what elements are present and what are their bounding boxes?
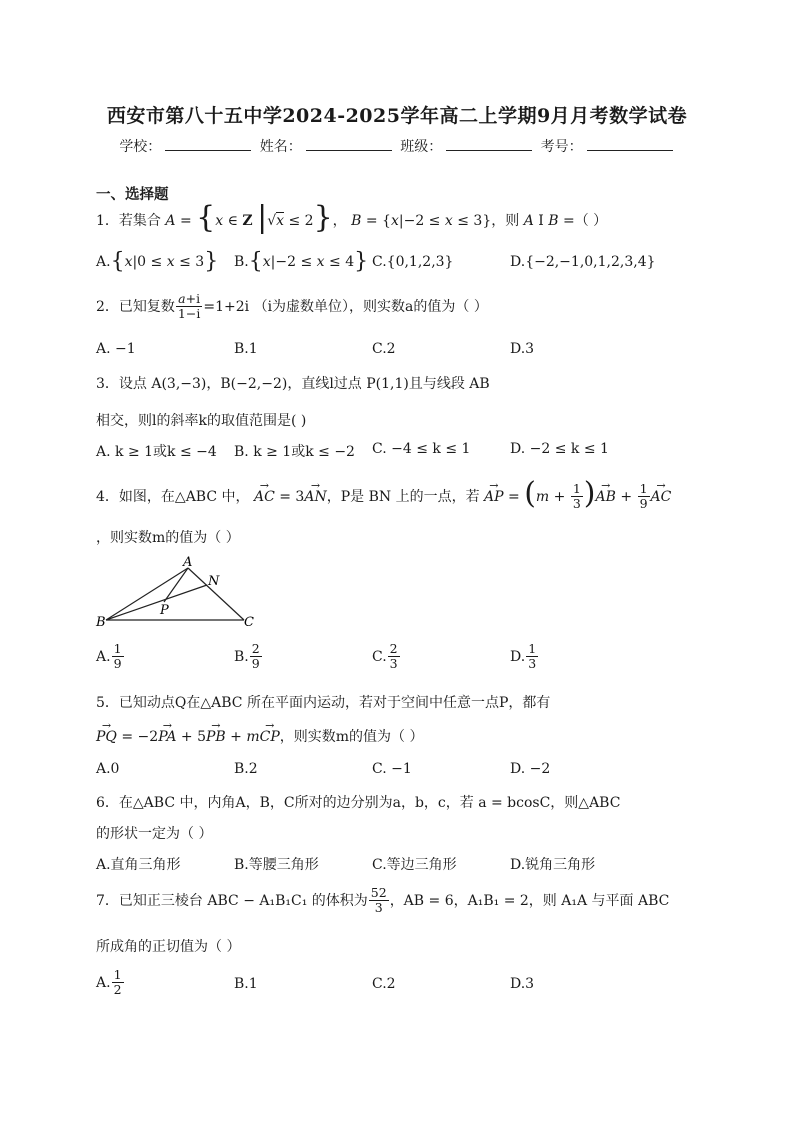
q5-option-b[interactable]: B.2 (234, 761, 258, 777)
question-4: 4．如图，在△ABC 中， → AC = 3→ AN，P是 BN 上的一点，若 → AP = (m + $\frac{1}{3}$ )→ AB + $\frac{1}{9}$ → AC (96, 482, 671, 512)
q5-option-d[interactable]: D. −2 (510, 761, 551, 777)
question-5-line-2: → PQ = −2→ PA + 5→ PB + m→ CP，则实数m的值为（ ） (96, 726, 424, 746)
q6-option-c[interactable]: C.等边三角形 (372, 857, 457, 873)
question-1: 1．若集合 A = {x ∈ Z |√x ≤ 2}， B = {x|−2 ≤ x ≤ 3}，则 A I B =（ ） (96, 200, 608, 235)
q6-option-b[interactable]: B.等腰三角形 (234, 857, 319, 873)
question-3-line-1: 3．设点 A(3,−3)，B(−2,−2)，直线l过点 P(1,1)且与线段 AB (96, 376, 490, 392)
q7-option-b[interactable]: B.1 (234, 976, 258, 992)
label-A: A (183, 555, 193, 570)
q2-option-a[interactable]: A. −1 (96, 341, 136, 357)
q2-option-b[interactable]: B.1 (234, 341, 258, 357)
q4-option-d[interactable]: D. $\frac{1}{3}$ (510, 641, 537, 672)
page-title: 西安市第八十五中学2024-2025学年高二上学期9月月考数学试卷 (106, 105, 688, 127)
number-blank[interactable] (587, 136, 673, 151)
number-label: 考号： (540, 139, 583, 155)
label-B: B (96, 615, 106, 630)
class-blank[interactable] (446, 136, 532, 151)
q3-option-d[interactable]: D. −2 ≤ k ≤ 1 (510, 441, 609, 457)
q2-option-d[interactable]: D.3 (510, 341, 535, 357)
q3-option-b[interactable]: B. k ≥ 1或k ≤ −2 (234, 444, 355, 460)
q7-option-c[interactable]: C.2 (372, 976, 396, 992)
q3-option-c[interactable]: C. −4 ≤ k ≤ 1 (372, 441, 471, 457)
q1-option-d[interactable]: D.{−2,−1,0,1,2,3,4} (510, 254, 656, 270)
school-blank[interactable] (165, 136, 251, 151)
question-4-line-2: ，则实数m的值为（ ） (96, 530, 240, 546)
q4-option-c[interactable]: C. $\frac{2}{3}$ (372, 641, 398, 672)
q5-option-a[interactable]: A.0 (96, 761, 120, 777)
triangle-figure (92, 552, 262, 632)
school-label: 学校： (119, 139, 162, 155)
q1-option-c[interactable]: C.{0,1,2,3} (372, 254, 454, 270)
q7-option-a[interactable]: A. $\frac{1}{2}$ (96, 967, 122, 998)
label-N: N (208, 574, 220, 589)
label-P: P (160, 603, 169, 618)
question-6-line-1: 6．在△ABC 中，内角A，B，C所对的边分别为a，b，c，若 a = bcosC，则△ABC (96, 795, 621, 811)
name-blank[interactable] (306, 136, 392, 151)
q5-option-c[interactable]: C. −1 (372, 761, 412, 777)
q1-option-b[interactable]: B.{x|−2 ≤ x ≤ 4} (234, 249, 369, 274)
name-label: 姓名： (259, 139, 302, 155)
question-7: 7．已知正三棱台 ABC − A₁B₁C₁ 的体积为 $\frac{52}{3}$ ，AB = 6，A₁B₁ = 2，则 A₁A 与平面 ABC (96, 885, 670, 916)
q3-option-a[interactable]: A. k ≥ 1或k ≤ −4 (96, 444, 217, 460)
q6-option-a[interactable]: A.直角三角形 (96, 857, 181, 873)
student-info-line (0, 136, 794, 156)
q1-option-a[interactable]: A.{x|0 ≤ x ≤ 3} (96, 249, 219, 274)
class-label: 班级： (400, 139, 443, 155)
label-C: C (244, 615, 254, 630)
question-3-line-2: 相交，则l的斜率k的取值范围是( ) (96, 413, 307, 429)
q6-option-d[interactable]: D.锐角三角形 (510, 857, 596, 873)
q4-option-b[interactable]: B. $\frac{2}{9}$ (234, 641, 260, 672)
q2-option-c[interactable]: C.2 (372, 341, 396, 357)
q4-option-a[interactable]: A. $\frac{1}{9}$ (96, 641, 122, 672)
section-heading: 一、选择题 (96, 186, 169, 203)
q7-option-d[interactable]: D.3 (510, 976, 535, 992)
question-5-line-1: 5．已知动点Q在△ABC 所在平面内运动，若对于空间中任意一点P，都有 (96, 695, 551, 711)
question-6-line-2: 的形状一定为（ ） (96, 826, 213, 842)
question-2: 2．已知复数 $\frac{a+i}{1-i}$ =1+2i （i为虚数单位），则实数a的值为（ ） (96, 291, 488, 322)
question-7-line-2: 所成角的正切值为（ ） (96, 939, 241, 955)
